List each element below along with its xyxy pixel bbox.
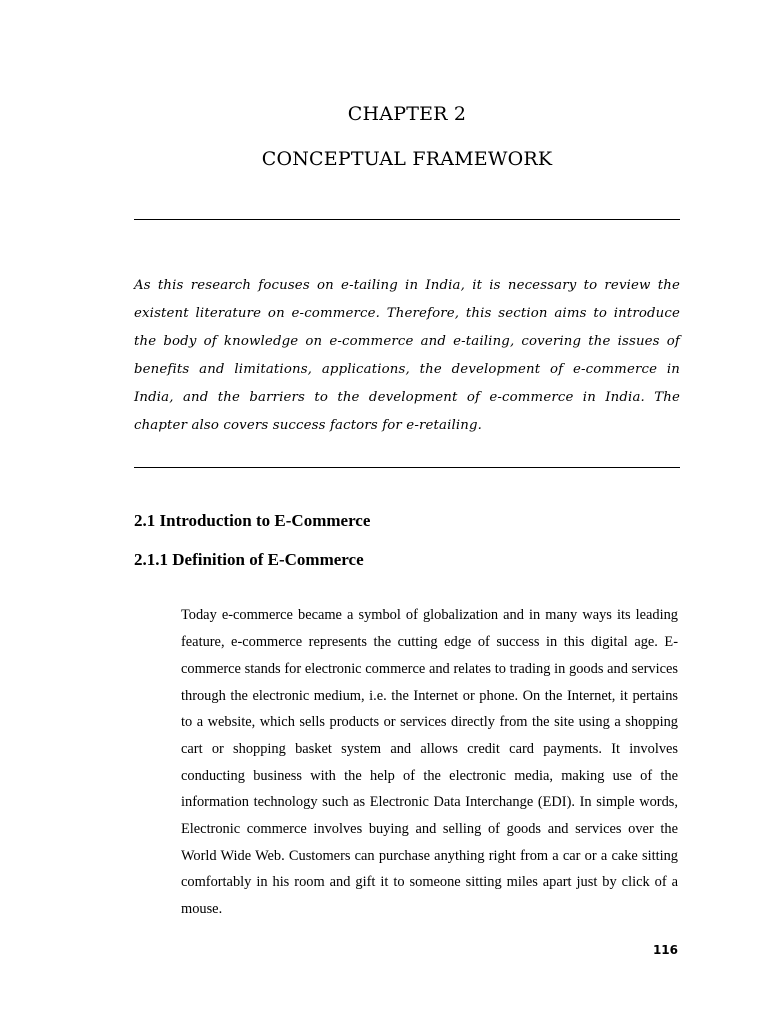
chapter-number: CHAPTER 2 — [347, 103, 467, 125]
section-heading-2-1-1: 2.1.1 Definition of E-Commerce — [134, 550, 364, 569]
top-divider — [134, 219, 680, 220]
section-heading-2-1: 2.1 Introduction to E-Commerce — [134, 511, 371, 530]
chapter-title: CONCEPTUAL FRAMEWORK — [261, 148, 553, 170]
bottom-divider — [134, 467, 680, 468]
page-number: 116 — [652, 943, 678, 957]
chapter-abstract: As this research focuses on e-tailing in India, it is necessary to review the existent literature on e-commerce. Therefore, this section aims to introduce the body of knowledge on e-commerce and e-tailing, covering the issues of benefits and limitations, applications, the development of e-commerce in India, and the barriers to the development of e-commerce in India. The chapter also covers success factors for e-retailing. — [134, 278, 680, 434]
body-paragraph: Today e-commerce became a symbol of globalization and in many ways its leading feature, e-commerce represents the cutting edge of success in this digital age. E-commerce stands for electronic commerce and relates to trading in goods and services through the electronic medium, i.e. the Internet or phone. On the Internet, it pertains to a website, which sells products or services directly from the site using a shopping cart or shopping basket system and allows credit card payments. It involves conducting business with the help of the electronic media, making use of the information technology such as Electronic Data Interchange (EDI). In simple words, Electronic commerce involves buying and selling of goods and services over the World Wide Web. Customers can purchase anything right from a car or a cake sitting comfortably in his room and gift it to someone sitting miles apart just by click of a mouse. — [181, 607, 678, 918]
